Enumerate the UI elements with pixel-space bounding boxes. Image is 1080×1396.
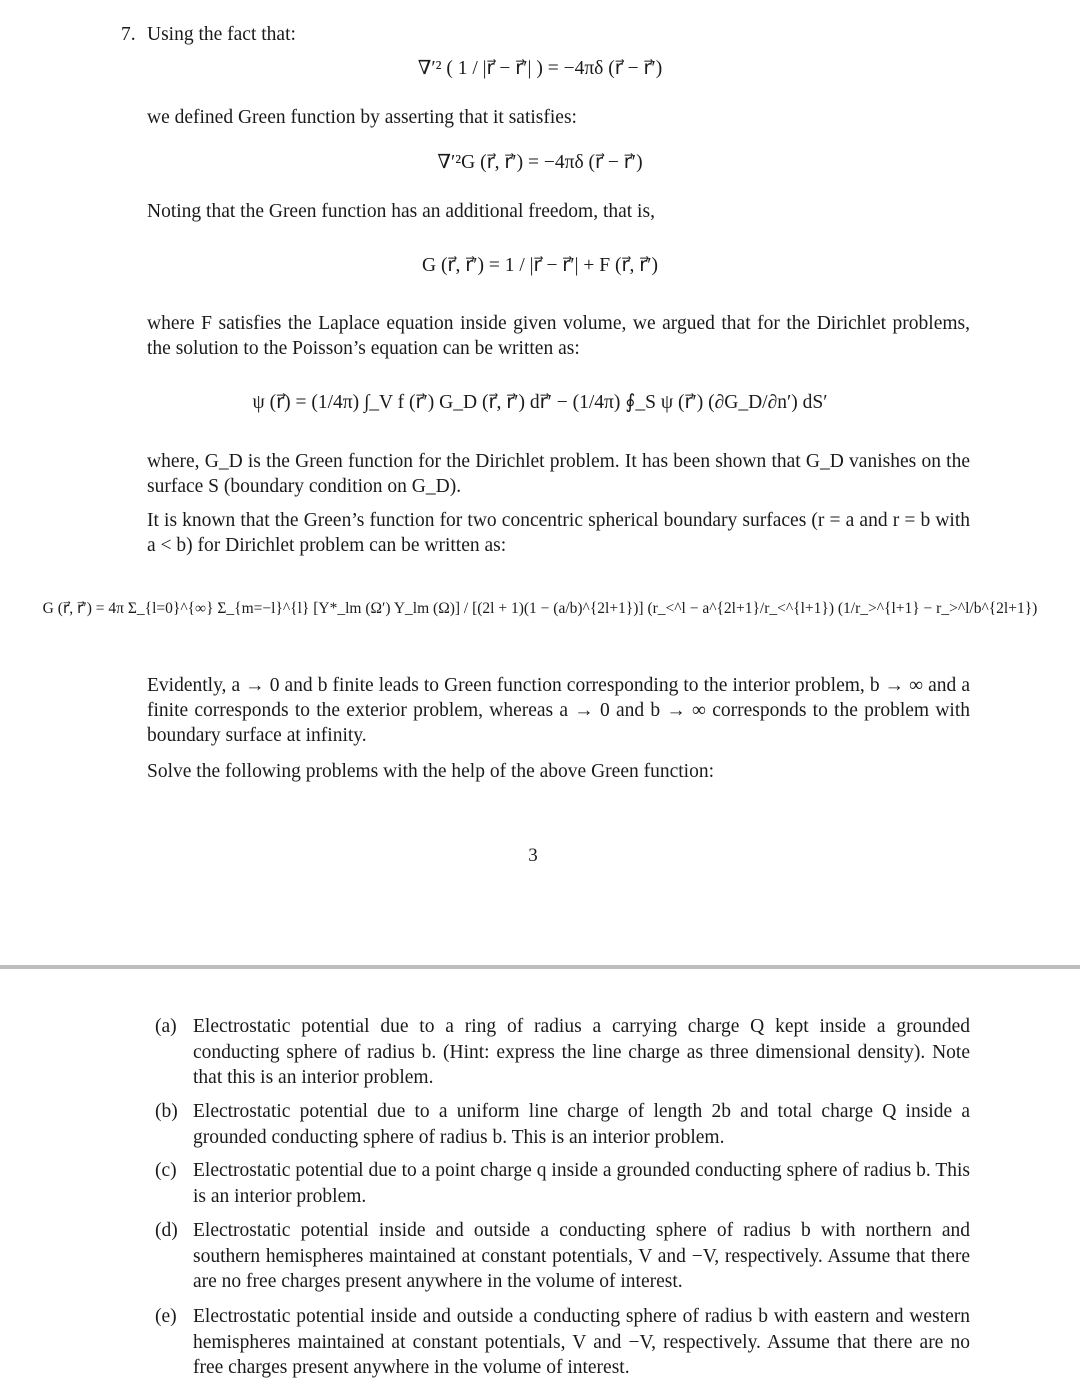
paragraph-freedom: Noting that the Green function has an additional freedom, that is, — [147, 201, 655, 222]
paragraph-laplace-dirichlet: where F satisfies the Laplace equation inside given volume, we argued that for the Dirichlet problems, the solution to the Poisson’s equation can be written as: — [147, 313, 970, 359]
equation-green-definition: ∇′²G (r⃗, r⃗′) = −4πδ (r⃗ − r⃗′) — [437, 152, 643, 173]
page-divider — [0, 965, 1080, 969]
problem-label: (a) — [155, 1016, 177, 1037]
paragraph-green-definition: we defined Green function by asserting that it satisfies: — [147, 107, 577, 128]
problem-label: (e) — [155, 1306, 177, 1327]
problem-text: Electrostatic potential inside and outside a conducting sphere of radius b with eastern and western hemispheres maintained at constant potentials, V and −V, respectively. Assume that there are no free charges present anywhere in the volume of interest. — [193, 1306, 970, 1378]
problem-text: Electrostatic potential due to a uniform line charge of length 2b and total charge Q inside a grounded conducting sphere of radius b. This is an interior problem. — [193, 1101, 970, 1148]
problem-label: (b) — [155, 1101, 178, 1122]
problem-item-a — [147, 1014, 970, 1091]
equation-green-decomposition: G (r⃗, r⃗′) = 1 / |r⃗ − r⃗′| + F (r⃗, r⃗′) — [421, 255, 659, 276]
problem-item-c — [147, 1158, 970, 1209]
problem-text: Electrostatic potential due to a point charge q inside a grounded conducting sphere of radius b. This is an interior problem. — [193, 1160, 970, 1207]
equation-poisson-solution: ψ (r⃗) = (1/4π) ∫_V f (r⃗′) G_D (r⃗, r⃗′) dr⃗′ − (1/4π) ∮_S ψ (r⃗′) (∂G_D/∂n′) dS′ — [252, 392, 828, 413]
paragraph-gd-boundary: where, G_D is the Green function for the Dirichlet problem. It has been shown that G_D vanishes on the surface S (boundary condition on G_D). — [147, 451, 970, 497]
question-number: 7. — [121, 24, 136, 45]
page-number: 3 — [528, 845, 538, 866]
problem-label: (d) — [155, 1220, 178, 1241]
question-intro: Using the fact that: — [147, 24, 296, 45]
equation-spherical-green: G (r⃗, r⃗′) = 4π Σ_{l=0}^{∞} Σ_{m=−l}^{l} [Y*_lm (Ω′) Y_lm (Ω)] / [(2l + 1)(1 − (a/b)^{2l+1})] (r_<^l − a^{2l+1}/r_<^{l+1}) (1/r_>^{l+1} − r_>^l/b^{2l+1}) — [42, 600, 1038, 617]
equation-laplacian-identity: ∇′² ( 1 / |r⃗ − r⃗′| ) = −4πδ (r⃗ − r⃗′) — [417, 58, 663, 79]
problem-item-e — [147, 1304, 970, 1381]
problem-item-b — [147, 1099, 970, 1150]
problem-item-d — [147, 1218, 970, 1295]
paragraph-instructions: Solve the following problems with the help of the above Green function: — [147, 761, 714, 782]
problem-text: Electrostatic potential inside and outside a conducting sphere of radius b with northern and southern hemispheres maintained at constant potentials, V and −V, respectively. Assume that there are no free charges present anywhere in the volume of interest. — [193, 1220, 970, 1292]
problem-label: (c) — [155, 1160, 177, 1181]
paragraph-limits: Evidently, a → 0 and b finite leads to Green function corresponding to the interior problem, b → ∞ and a finite corresponds to the exterior problem, whereas a → 0 and b → ∞ corresponds to the problem with boundary surface at infinity. — [147, 675, 970, 746]
problem-text: Electrostatic potential due to a ring of radius a carrying charge Q kept inside a grounded conducting sphere of radius b. (Hint: express the line charge as three dimensional density). Note that this is an interior problem. — [193, 1016, 970, 1088]
paragraph-concentric-spheres: It is known that the Green’s function for two concentric spherical boundary surfaces (r = a and r = b with a < b) for Dirichlet problem can be written as: — [147, 510, 970, 556]
